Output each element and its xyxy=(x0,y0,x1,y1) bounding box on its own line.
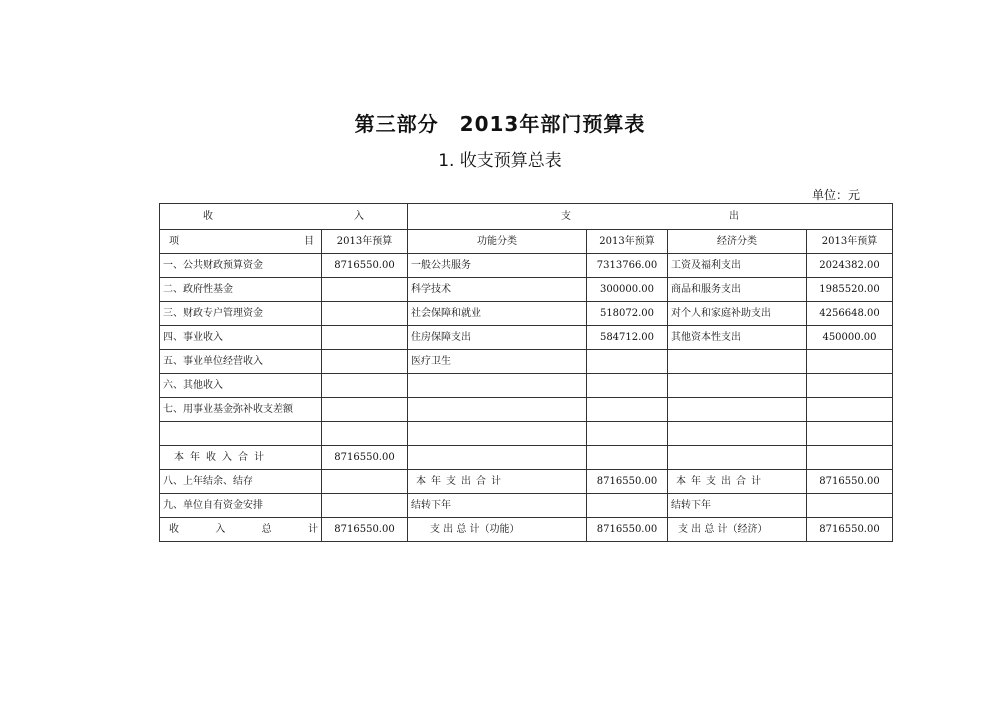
expense-header-char-1: 支 xyxy=(561,211,571,222)
func-value: 518072.00 xyxy=(587,302,668,326)
econ-value xyxy=(807,374,893,398)
econ-total-label: 支 出 总 计（经济） xyxy=(668,518,807,542)
budget-summary-table xyxy=(159,203,893,542)
income-budget-header: 2013年预算 xyxy=(322,230,408,254)
func-item: 结转下年 xyxy=(408,494,587,518)
unit-label: 单位：元 xyxy=(812,188,861,202)
item-header-char-2: 目 xyxy=(304,236,314,247)
func-item: 医疗卫生 xyxy=(408,350,587,374)
func-item: 本年支出合计 xyxy=(408,470,587,494)
func-item xyxy=(408,446,587,470)
table-row xyxy=(160,254,893,278)
econ-total-value: 8716550.00 xyxy=(807,518,893,542)
econ-budget-header: 2013年预算 xyxy=(807,230,893,254)
table-row xyxy=(160,302,893,326)
func-item: 住房保障支出 xyxy=(408,326,587,350)
income-value xyxy=(322,374,408,398)
income-value xyxy=(322,422,408,446)
income-item: 三、财政专户管理资金 xyxy=(160,302,322,326)
func-value: 7313766.00 xyxy=(587,254,668,278)
econ-value xyxy=(807,398,893,422)
income-item: 七、用事业基金弥补收支差额 xyxy=(160,398,322,422)
income-item: 八、上年结余、结存 xyxy=(160,470,322,494)
income-item: 五、事业单位经营收入 xyxy=(160,350,322,374)
income-item: 一、公共财政预算资金 xyxy=(160,254,322,278)
econ-value xyxy=(807,446,893,470)
totals-row xyxy=(160,518,893,542)
page-title: 第三部分 2013年部门预算表 xyxy=(354,112,646,136)
expense-header-char-2: 出 xyxy=(729,211,739,222)
func-item: 一般公共服务 xyxy=(408,254,587,278)
econ-item: 结转下年 xyxy=(668,494,807,518)
header-row-2 xyxy=(160,230,893,254)
income-header xyxy=(160,204,408,230)
income-item: 本年收入合计 xyxy=(160,446,322,470)
table-row xyxy=(160,446,893,470)
table-row xyxy=(160,278,893,302)
func-value xyxy=(587,398,668,422)
income-value xyxy=(322,494,408,518)
func-budget-header: 2013年预算 xyxy=(587,230,668,254)
func-total-value: 8716550.00 xyxy=(587,518,668,542)
item-header xyxy=(160,230,322,254)
income-value: 8716550.00 xyxy=(322,446,408,470)
econ-value: 2024382.00 xyxy=(807,254,893,278)
func-total-label: 支 出 总 计（功能） xyxy=(408,518,587,542)
table-row xyxy=(160,470,893,494)
income-item: 九、单位自有资金安排 xyxy=(160,494,322,518)
income-total-char-3: 总 xyxy=(261,524,272,535)
func-value: 8716550.00 xyxy=(587,470,668,494)
table-row xyxy=(160,398,893,422)
econ-value: 1985520.00 xyxy=(807,278,893,302)
table-row xyxy=(160,350,893,374)
econ-item: 对个人和家庭补助支出 xyxy=(668,302,807,326)
econ-value: 8716550.00 xyxy=(807,470,893,494)
income-value: 8716550.00 xyxy=(322,254,408,278)
table-subtitle: 1. 收支预算总表 xyxy=(438,151,562,171)
income-total-label xyxy=(160,518,322,542)
income-item: 二、政府性基金 xyxy=(160,278,322,302)
func-value xyxy=(587,422,668,446)
func-item xyxy=(408,422,587,446)
econ-item: 本年支出合计 xyxy=(668,470,807,494)
table-row xyxy=(160,374,893,398)
econ-item xyxy=(668,350,807,374)
econ-value xyxy=(807,494,893,518)
income-header-char-2: 入 xyxy=(354,211,364,222)
econ-class-header: 经济分类 xyxy=(668,230,807,254)
income-header-char-1: 收 xyxy=(203,211,213,222)
income-total-char-1: 收 xyxy=(169,524,179,535)
econ-item xyxy=(668,422,807,446)
income-total-value: 8716550.00 xyxy=(322,518,408,542)
header-row-1 xyxy=(160,204,893,230)
func-value xyxy=(587,374,668,398)
income-value xyxy=(322,470,408,494)
econ-item: 商品和服务支出 xyxy=(668,278,807,302)
func-class-header: 功能分类 xyxy=(408,230,587,254)
econ-item: 其他资本性支出 xyxy=(668,326,807,350)
func-item: 社会保障和就业 xyxy=(408,302,587,326)
income-total-char-4: 计 xyxy=(307,524,318,535)
income-value xyxy=(322,398,408,422)
econ-item xyxy=(668,398,807,422)
income-value xyxy=(322,326,408,350)
income-item: 四、事业收入 xyxy=(160,326,322,350)
econ-item xyxy=(668,374,807,398)
table-row xyxy=(160,494,893,518)
item-header-char-1: 项 xyxy=(169,236,179,247)
econ-item: 工资及福利支出 xyxy=(668,254,807,278)
func-value xyxy=(587,446,668,470)
func-value xyxy=(587,350,668,374)
econ-value xyxy=(807,350,893,374)
econ-value: 450000.00 xyxy=(807,326,893,350)
income-value xyxy=(322,350,408,374)
econ-value: 4256648.00 xyxy=(807,302,893,326)
income-value xyxy=(322,302,408,326)
func-value: 584712.00 xyxy=(587,326,668,350)
income-item xyxy=(160,422,322,446)
func-item: 科学技术 xyxy=(408,278,587,302)
expense-header xyxy=(408,204,893,230)
table-row xyxy=(160,422,893,446)
table-row xyxy=(160,326,893,350)
income-value xyxy=(322,278,408,302)
func-value: 300000.00 xyxy=(587,278,668,302)
econ-item xyxy=(668,446,807,470)
econ-value xyxy=(807,422,893,446)
func-item xyxy=(408,398,587,422)
func-value xyxy=(587,494,668,518)
income-item: 六、其他收入 xyxy=(160,374,322,398)
income-total-char-2: 入 xyxy=(215,524,226,535)
func-item xyxy=(408,374,587,398)
